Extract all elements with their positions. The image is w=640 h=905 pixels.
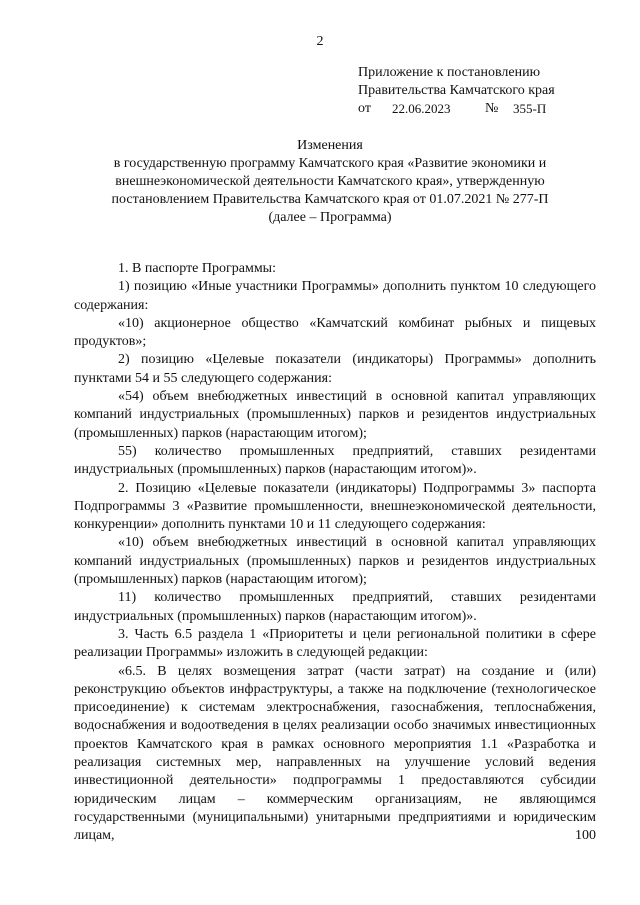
paragraph: 55) количество промышленных предприятий, ставших резидентами индустриальных (промышленных) парков (нарастающим итогом)».: [74, 443, 596, 478]
paragraph: 1) позицию «Иные участники Программы» дополнить пунктом 10 следующего содержания:: [74, 279, 596, 313]
appendix-date-row: [358, 100, 618, 118]
title-line: постановлением Правительства Камчатского края от 01.07.2021 № 277-П: [111, 192, 549, 207]
appendix-header: [358, 64, 618, 118]
date-label: от: [358, 101, 371, 116]
title-line: Изменения: [297, 138, 363, 153]
paragraph: «6.5. В целях возмещения затрат (части затрат) на создание и (или) реконструкцию объектов инфраструктуры, а также на подключение (технологическое присоединение) к системам электроснабжения, газоснабжения, теплоснабжения, водоснабжения и водоотведения в целях реализации особо значимых инвестиционных проектов Камчатского края в рамках основного мероприятия 1.1 «Разработка и реализация системных мер, направленных на улучшение условий ведения инвестиционной деятельности» подпрограммы 1 предоставляются субсидии юридическим лицам – коммерческим организациям, не являющимся государственными (муниципальными) унитарными предприятиями и юридическим лицам, 100: [74, 663, 596, 844]
title-line: внешнеэкономической деятельности Камчатского края», утвержденную: [115, 174, 545, 189]
paragraph: 11) количество промышленных предприятий, ставших резидентами индустриальных (промышленных) парков (нарастающим итогом)».: [74, 590, 596, 624]
document-body: [74, 260, 596, 846]
appendix-line: Правительства Камчатского края: [358, 83, 555, 98]
paragraph: 2) позицию «Целевые показатели (индикаторы) Программы» дополнить пунктами 54 и 55 следующего содержания:: [74, 352, 596, 386]
number-label: №: [485, 101, 499, 116]
appendix-line: Приложение к постановлению: [358, 65, 541, 80]
paragraph: 3. Часть 6.5 раздела 1 «Приоритеты и цели региональной политики в сфере реализации Программы» изложить в следующей редакции:: [74, 626, 596, 661]
document-number: 355-П: [513, 101, 547, 116]
paragraph: «54) объем внебюджетных инвестиций в основной капитал управляющих компаний индустриальных (промышленных) парков и резидентов индустриальных (промышленных) парков (нарастающим итогом);: [74, 389, 596, 441]
document-title: [80, 137, 580, 227]
title-line: в государственную программу Камчатского края «Развитие экономики и: [113, 156, 547, 171]
document-date: 22.06.2023: [392, 101, 451, 116]
paragraph: 2. Позицию «Целевые показатели (индикаторы) Подпрограммы 3» паспорта Подпрограммы 3 «Развитие промышленности, внешнеэкономической деятельности, конкуренции» дополнить пунктами 10 и 11 следующего содержания:: [74, 480, 596, 533]
paragraph: 1. В паспорте Программы:: [118, 261, 276, 276]
paragraph: «10) объем внебюджетных инвестиций в основной капитал управляющих компаний индустриальных (промышленных) парков и резидентов индустриальных (промышленных) парков (нарастающим итогом);: [74, 535, 596, 588]
page-number: 2: [316, 34, 324, 49]
paragraph: «10) акционерное общество «Камчатский комбинат рыбных и пищевых продуктов»;: [74, 315, 596, 350]
title-line: (далее – Программа): [268, 210, 392, 225]
